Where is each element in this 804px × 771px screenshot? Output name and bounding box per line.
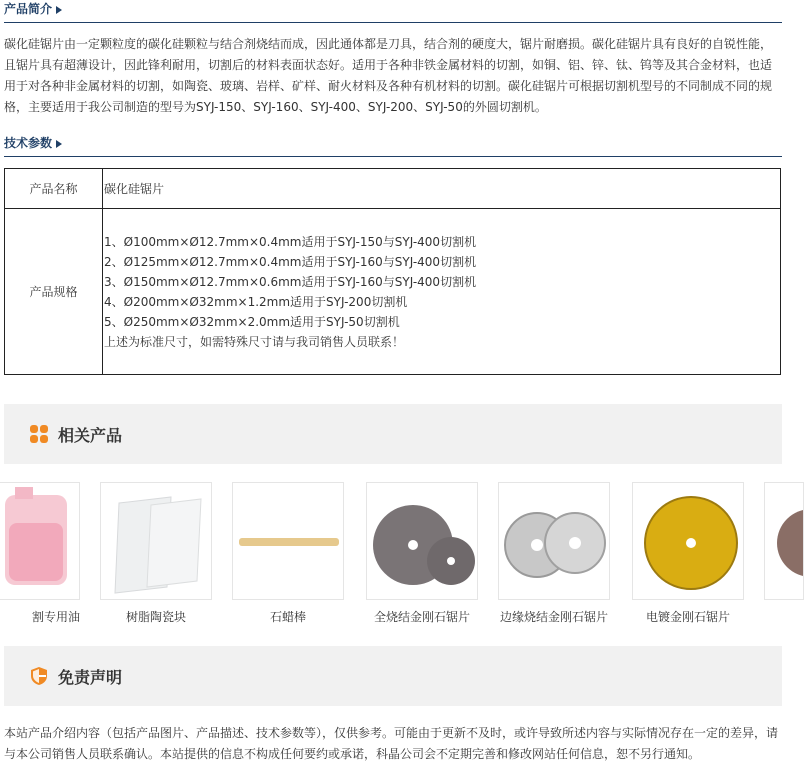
product-image-partial[interactable] [764, 482, 804, 600]
product-label[interactable]: 全烧结金刚石锯片 [373, 610, 470, 624]
product-card[interactable] [498, 482, 610, 625]
spec-line: 5、Ø250mm×Ø32mm×2.0mm适用于SYJ-50切割机 [104, 314, 400, 329]
spec-line: 3、Ø150mm×Ø12.7mm×0.6mm适用于SYJ-160与SYJ-400切割机 [104, 274, 477, 289]
specs-table [4, 168, 781, 375]
intro-header [4, 0, 782, 23]
product-image-resin-block[interactable] [100, 482, 212, 600]
product-label[interactable]: 割专用油 [31, 610, 80, 624]
spec-row-spec [5, 209, 781, 375]
spec-note: 上述为标准尺寸，如需特殊尺寸请与我司销售人员联系！ [104, 334, 405, 349]
disclaimer-text: 本站产品介绍内容（包括产品图片、产品描述、技术参数等），仅供参考。可能由于更新不及时，或许导致所述内容与实际情况存在一定的差异，请与本公司销售人员联系确认。本站提供的信息不构成任何要约或承诺，科晶公司会不定期完善和修改网站任何信息，恕不另行通知。 [4, 726, 779, 761]
spec-line: 1、Ø100mm×Ø12.7mm×0.4mm适用于SYJ-150与SYJ-400切割机 [104, 234, 477, 249]
product-label[interactable]: 树脂陶瓷块 [125, 610, 186, 624]
four-petal-icon [30, 425, 48, 443]
product-card[interactable] [632, 482, 744, 625]
product-image-wax-rod[interactable] [232, 482, 344, 600]
product-card[interactable] [232, 482, 344, 625]
specs-header [4, 134, 782, 157]
disclaimer-title: 免责声明 [58, 668, 123, 687]
related-title: 相关产品 [58, 426, 123, 445]
spec-label: 产品规格 [5, 209, 103, 375]
product-card[interactable] [366, 482, 478, 625]
specs-heading: 技术参数 [4, 136, 53, 150]
shield-icon [30, 667, 48, 685]
intro-heading: 产品简介 [4, 2, 53, 16]
triangle-right-icon [56, 140, 62, 148]
triangle-right-icon [56, 6, 62, 14]
spec-line: 2、Ø125mm×Ø12.7mm×0.4mm适用于SYJ-160与SYJ-400切割机 [104, 254, 477, 269]
product-image-rim-blade[interactable] [498, 482, 610, 600]
disclaimer-header [4, 646, 782, 706]
product-label[interactable]: 石蜡棒 [269, 610, 306, 624]
spec-values [103, 209, 781, 375]
product-image-sintered-blade[interactable] [366, 482, 478, 600]
name-value: 碳化硅锯片 [103, 169, 781, 209]
product-card-partial[interactable] [764, 482, 804, 600]
product-label[interactable]: 边缘烧结金刚石锯片 [499, 610, 608, 624]
product-card[interactable] [0, 482, 80, 625]
product-image-electroplated-blade[interactable] [632, 482, 744, 600]
product-image-oil[interactable] [0, 482, 80, 600]
product-card[interactable] [100, 482, 212, 625]
intro-text: 碳化硅锯片由一定颗粒度的碳化硅颗粒与结合剂烧结而成，因此通体都是刀具，结合剂的硬度大，锯片耐磨损。碳化硅锯片具有良好的自锐性能，且锯片具有超薄设计，因此锋利耐用，切割后的材料表面状态好。适用于各种非铁金属材料的切割，如铜、铝、锌、钛、钨等及其合金材料，也适用于对各种非金属材料的切割，如陶瓷、玻璃、岩样、矿样、耐火材料及各种有机材料的切割。碳化硅锯片可根据切割机型号的不同制成不同的规格，主要适用于我公司制造的型号为SYJ-150、SYJ-160、SYJ-400、SYJ-200、SYJ-50的外圆切割机。 [4, 37, 773, 114]
spec-line: 4、Ø200mm×Ø32mm×1.2mm适用于SYJ-200切割机 [104, 294, 408, 309]
product-label[interactable]: 电镀金刚石锯片 [645, 610, 730, 624]
related-header [4, 404, 782, 464]
spec-row-name [5, 169, 781, 209]
name-label: 产品名称 [5, 169, 103, 209]
